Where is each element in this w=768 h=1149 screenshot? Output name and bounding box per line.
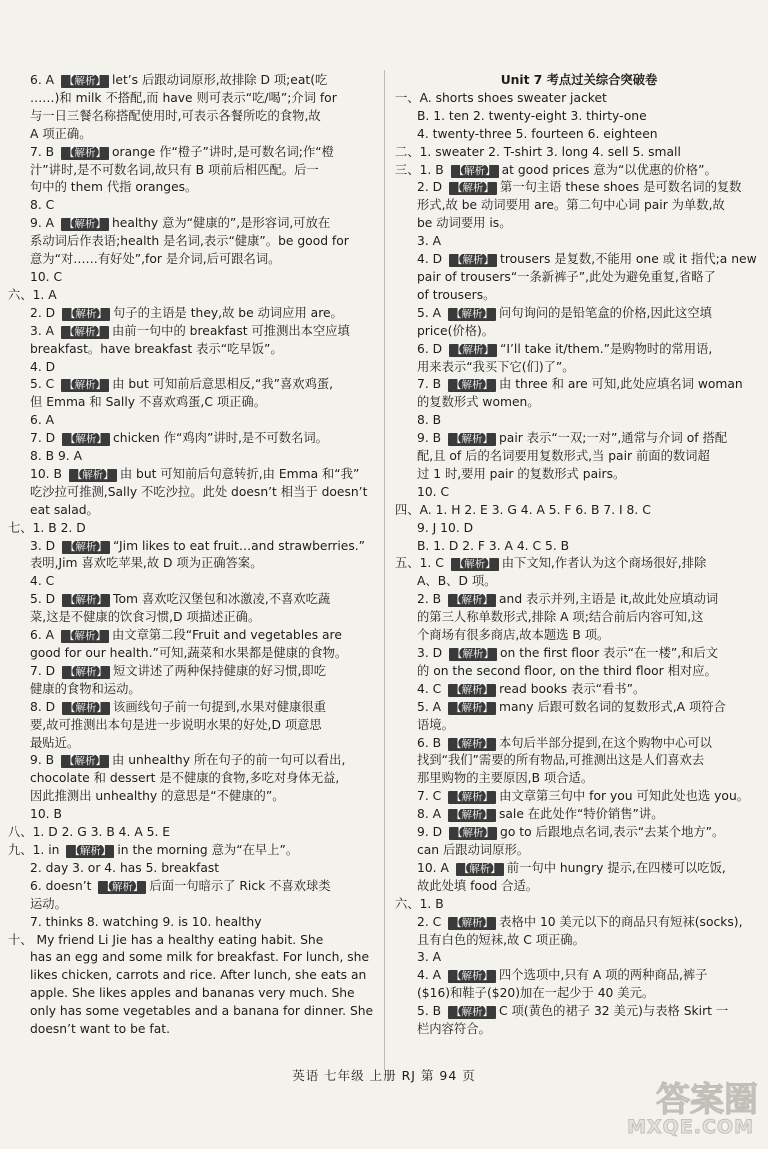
answer-line: 但 Emma 和 Sally 不喜欢鸡蛋,C 项正确。	[30, 395, 267, 410]
answer-line: 5. D 【解析】 Tom 喜欢吃汉堡包和冰激凌,不喜欢吃蔬	[30, 592, 331, 607]
answer-line: eat salad。	[30, 502, 99, 517]
answer-line: 2. B 【解析】 and 表示并列,主语是 it,故此处应填动词	[417, 592, 719, 607]
answer-line: 4. C 【解析】 read books 表示“看书”。	[417, 681, 646, 696]
answer-line: 8. A 【解析】 sale 在此处作“特价销售”讲。	[417, 807, 664, 822]
answer-line: B. 1. ten 2. twenty-eight 3. thirty-one	[417, 108, 647, 123]
analysis-tag: 【解析】	[61, 379, 109, 392]
answer-line: 10. A 【解析】 前一句中 hungry 提示,在四楼可以吃饭,	[417, 860, 726, 875]
answer-line: 6. doesn’t 【解析】 后面一句暗示了 Rick 不喜欢球类	[30, 878, 331, 893]
right-answer-column	[395, 72, 763, 1039]
analysis-tag: 【解析】	[449, 648, 497, 661]
answer-line: 的复数形式 women。	[417, 395, 540, 410]
answer-line: 9. J 10. D	[417, 520, 474, 535]
answer-line: 7. D 【解析】 短文讲述了两种保持健康的好习惯,即吃	[30, 663, 326, 678]
answer-line: apple. She likes apples and bananas very much. She	[30, 986, 355, 1001]
answer-line: 7. B 【解析】 由 three 和 are 可知,此处应填名词 woman	[417, 377, 743, 392]
analysis-tag: 【解析】	[451, 558, 499, 571]
answer-line: 7. C 【解析】 由文章第三句中 for you 可知此处也选 you。	[417, 789, 750, 804]
answer-line: 3. D 【解析】 “Jim likes to eat fruit…and strawberries.”	[30, 538, 366, 553]
analysis-tag: 【解析】	[448, 379, 496, 392]
answer-line: 8. B	[417, 413, 442, 428]
answer-line: 4. A 【解析】 四个选项中,只有 A 项的两种商品,裤子	[417, 968, 708, 983]
analysis-tag: 【解析】	[62, 702, 110, 715]
answer-line: 六、1. A	[8, 287, 57, 302]
answer-line: 10. C	[30, 269, 63, 284]
answer-line: 十、 My friend Li Jie has a healthy eating habit. She	[8, 932, 324, 947]
answer-line: doesn’t want to be fat.	[30, 1022, 170, 1037]
answer-line: B. 1. D 2. F 3. A 4. C 5. B	[417, 538, 570, 553]
answer-line: 要,故可推测出本句是进一步说明水果的好处,D 项意思	[30, 717, 322, 732]
analysis-tag: 【解析】	[69, 469, 117, 482]
analysis-tag: 【解析】	[448, 791, 496, 804]
answer-line: 9. B 【解析】 pair 表示“一双;一对”,通常与介词 of 搭配	[417, 431, 728, 446]
analysis-tag: 【解析】	[61, 630, 109, 643]
analysis-tag: 【解析】	[449, 827, 497, 840]
analysis-tag: 【解析】	[449, 344, 497, 357]
answer-line: 7. B 【解析】 orange 作“橙子”讲时,是可数名词;作“橙	[30, 144, 334, 159]
answer-line: can 后跟动词原形。	[417, 842, 530, 857]
answer-line: 三、1. B 【解析】 at good prices 意为“以优惠的价格”。	[395, 162, 717, 177]
analysis-tag: 【解析】	[448, 702, 496, 715]
answer-line: of trousers。	[417, 287, 496, 302]
answer-line: likes chicken, carrots and rice. After lunch, she eats an	[30, 968, 367, 983]
left-answer-column	[8, 72, 373, 1039]
answer-line: 8. D 【解析】 该画线句子前一句提到,水果对健康很重	[30, 699, 326, 714]
answer-line: 故此处填 food 合适。	[417, 878, 539, 893]
answer-line: 5. C 【解析】 由 but 可知前后意思相反,“我”喜欢鸡蛋,	[30, 377, 334, 392]
answer-line: 6. D 【解析】 “I’ll take it/them.”是购物时的常用语,	[417, 341, 713, 356]
analysis-tag: 【解析】	[61, 75, 109, 88]
answer-line: 过 1 时,要用 pair 的复数形式 pairs。	[417, 466, 626, 481]
answer-line: 意为“对……有好处”,for 是介词,后可跟名词。	[30, 252, 281, 267]
answer-line: 6. B 【解析】 本句后半部分提到,在这个购物中心可以	[417, 735, 712, 750]
answer-line: has an egg and some milk for breakfast. For lunch, she	[30, 950, 370, 965]
answer-line: 六、1. B	[395, 896, 444, 911]
answer-line: 3. A 【解析】 由前一句中的 breakfast 可推测出本空应填	[30, 323, 350, 338]
answer-line: 9. A 【解析】 healthy 意为“健康的”,是形容词,可放在	[30, 216, 331, 231]
analysis-tag: 【解析】	[61, 147, 109, 160]
analysis-tag: 【解析】	[66, 845, 114, 858]
analysis-tag: 【解析】	[448, 917, 496, 930]
answer-line: 3. A	[417, 234, 442, 249]
answer-line: 七、1. B 2. D	[8, 520, 86, 535]
answer-line: 10. B 【解析】 由 but 可知前后句意转折,由 Emma 和“我”	[30, 466, 360, 481]
answer-line: 八、1. D 2. G 3. B 4. A 5. E	[8, 825, 171, 840]
answer-line: pair of trousers“一条新裤子”,此处为避免重复,省略了	[417, 269, 716, 284]
answer-line: 栏内容符合。	[417, 1022, 491, 1037]
analysis-tag: 【解析】	[448, 594, 496, 607]
analysis-tag: 【解析】	[448, 433, 496, 446]
answer-line: ……)和 milk 不搭配,而 have 则可表示“吃/喝”;介词 for	[30, 90, 337, 105]
analysis-tag: 【解析】	[451, 165, 499, 178]
answer-line: 一、A. shorts shoes sweater jacket	[395, 90, 607, 105]
page-footer: 英语 七年级 上册 RJ 第 94 页	[292, 1068, 476, 1083]
answer-line: 运动。	[30, 896, 67, 911]
answer-line: chocolate 和 dessert 是不健康的食物,多吃对身体无益,	[30, 771, 340, 786]
answer-line: 因此推测出 unhealthy 的意思是“不健康的”。	[30, 789, 285, 804]
answer-line: 7. D 【解析】 chicken 作“鸡肉”讲时,是不可数名词。	[30, 431, 328, 446]
answer-line: price(价格)。	[417, 323, 495, 338]
answer-line: A、B、D 项。	[417, 574, 497, 589]
watermark-url: MXQE.COM	[627, 1116, 754, 1138]
analysis-tag: 【解析】	[448, 308, 496, 321]
answer-line: 9. D 【解析】 go to 后跟地点名词,表示“去某个地方”。	[417, 825, 725, 840]
answer-line: 6. A 【解析】 let’s 后跟动词原形,故排除 D 项;eat(吃	[30, 73, 328, 87]
answer-line: 5. B 【解析】 C 项(黄色的裙子 32 美元)与表格 Skirt 一	[417, 1004, 729, 1019]
answer-line: 9. B 【解析】 由 unhealthy 所在句子的前一句可以看出,	[30, 753, 346, 768]
answer-line: 健康的食物和运动。	[30, 681, 141, 696]
answer-line: 九、1. in 【解析】 in the morning 意为“在早上”。	[8, 842, 299, 857]
answer-line: 8. B 9. A	[30, 449, 83, 464]
analysis-tag: 【解析】	[448, 684, 496, 697]
answer-line: 的第三人称单数形式,排除 A 项;结合前后内容可知,这	[417, 610, 704, 625]
answer-line: 2. D 【解析】 句子的主语是 they,故 be 动词应用 are。	[30, 305, 343, 320]
answer-line: 2. day 3. or 4. has 5. breakfast	[30, 860, 220, 875]
analysis-tag: 【解析】	[448, 809, 496, 822]
answer-line: A 项正确。	[30, 126, 92, 141]
answer-line: 10. B	[30, 807, 62, 822]
answer-line: 菜,这是不健康的饮食习惯,D 项描述正确。	[30, 610, 261, 625]
answer-line: 6. A 【解析】 由文章第二段“Fruit and vegetables are	[30, 628, 342, 643]
answer-line: 最贴近。	[30, 735, 80, 750]
answer-line: 用来表示“我买下它(们)了”。	[417, 359, 575, 374]
analysis-tag: 【解析】	[449, 182, 497, 195]
column-divider	[384, 70, 385, 1070]
answer-line: 8. C	[30, 198, 55, 213]
answer-line: 那里购物的主要原因,B 项合适。	[417, 771, 594, 786]
analysis-tag: 【解析】	[62, 594, 110, 607]
answer-line: 句中的 them 代指 oranges。	[30, 180, 198, 195]
answer-line: 4. D 【解析】 trousers 是复数,不能用 one 或 it 指代;a new	[417, 252, 757, 267]
answer-line: 四、A. 1. H 2. E 3. G 4. A 5. F 6. B 7. I 8. C	[395, 502, 651, 517]
analysis-tag: 【解析】	[61, 326, 109, 339]
answer-line: 吃沙拉可推测,Sally 不吃沙拉。此处 doesn’t 相当于 doesn’t	[30, 484, 368, 499]
answer-line: 3. A	[417, 950, 442, 965]
analysis-tag: 【解析】	[456, 863, 504, 876]
watermark-title: 答案圈	[656, 1080, 758, 1120]
answer-line: 4. D	[30, 359, 56, 374]
analysis-tag: 【解析】	[61, 755, 109, 768]
answer-line: 且有白色的短袜,故 C 项正确。	[417, 932, 585, 947]
watermark-logo	[627, 1072, 758, 1144]
answer-line: 7. thinks 8. watching 9. is 10. healthy	[30, 914, 262, 929]
answer-line: 五、1. C 【解析】 由下文知,作者认为这个商场很好,排除	[395, 556, 707, 571]
analysis-tag: 【解析】	[62, 541, 110, 554]
section-title: Unit 7 考点过关综合突破卷	[500, 73, 658, 87]
analysis-tag: 【解析】	[448, 970, 496, 983]
answer-line: be 动词要用 is。	[417, 216, 512, 231]
answer-line: 的 on the second floor, on the third floor 相对应。	[417, 663, 717, 678]
answer-line: 与一日三餐名称搭配使用时,可表示各餐所吃的食物,故	[30, 108, 321, 123]
answer-line: 形式,故 be 动词要用 are。第二句中心词 pair 为单数,故	[417, 198, 725, 213]
answer-line: 6. A	[30, 413, 55, 428]
analysis-tag: 【解析】	[448, 1006, 496, 1019]
answer-line: 找到“我们”需要的所有物品,可推测出这是人们喜欢去	[417, 753, 705, 768]
answer-line: 语境。	[417, 717, 454, 732]
answer-line: 表明,Jim 喜欢吃苹果,故 D 项为正确答案。	[30, 556, 263, 571]
answer-line: ($16)和鞋子($20)加在一起少于 40 美元。	[417, 986, 655, 1001]
answer-line: only has some vegetables and a banana for dinner. She	[30, 1004, 373, 1019]
answer-line: 汁”讲时,是不可数名词,故只有 B 项前后相匹配。后一	[30, 162, 319, 177]
analysis-tag: 【解析】	[62, 433, 110, 446]
analysis-tag: 【解析】	[62, 308, 110, 321]
answer-line: 4. twenty-three 5. fourteen 6. eighteen	[417, 126, 658, 141]
answer-line: 2. D 【解析】 第一句主语 these shoes 是可数名词的复数	[417, 180, 742, 195]
answer-line: breakfast。have breakfast 表示“吃早饭”。	[30, 341, 283, 356]
answer-line: 二、1. sweater 2. T-shirt 3. long 4. sell 5. small	[395, 144, 681, 159]
analysis-tag: 【解析】	[62, 666, 110, 679]
answer-line: 配,且 of 后的名词要用复数形式,当 pair 前面的数词超	[417, 449, 710, 464]
answer-line: 2. C 【解析】 表格中 10 美元以下的商品只有短袜(socks),	[417, 914, 743, 929]
answer-line: 3. D 【解析】 on the first floor 表示“在一楼”,和后文	[417, 646, 719, 660]
answer-line: 4. C	[30, 574, 55, 589]
answer-line: 5. A 【解析】 问句询问的是铅笔盒的价格,因此这空填	[417, 305, 712, 320]
answer-line: 系动词后作表语;health 是名词,表示“健康”。be good for	[30, 234, 349, 249]
answer-line: 5. A 【解析】 many 后跟可数名词的复数形式,A 项符合	[417, 699, 726, 714]
answer-line: 个商场有很多商店,故本题选 B 项。	[417, 628, 610, 643]
analysis-tag: 【解析】	[61, 218, 109, 231]
analysis-tag: 【解析】	[98, 881, 146, 894]
answer-line: good for our health.”可知,蔬菜和水果都是健康的食物。	[30, 646, 348, 660]
analysis-tag: 【解析】	[448, 738, 496, 751]
answer-line: 10. C	[417, 484, 450, 499]
analysis-tag: 【解析】	[449, 254, 497, 267]
